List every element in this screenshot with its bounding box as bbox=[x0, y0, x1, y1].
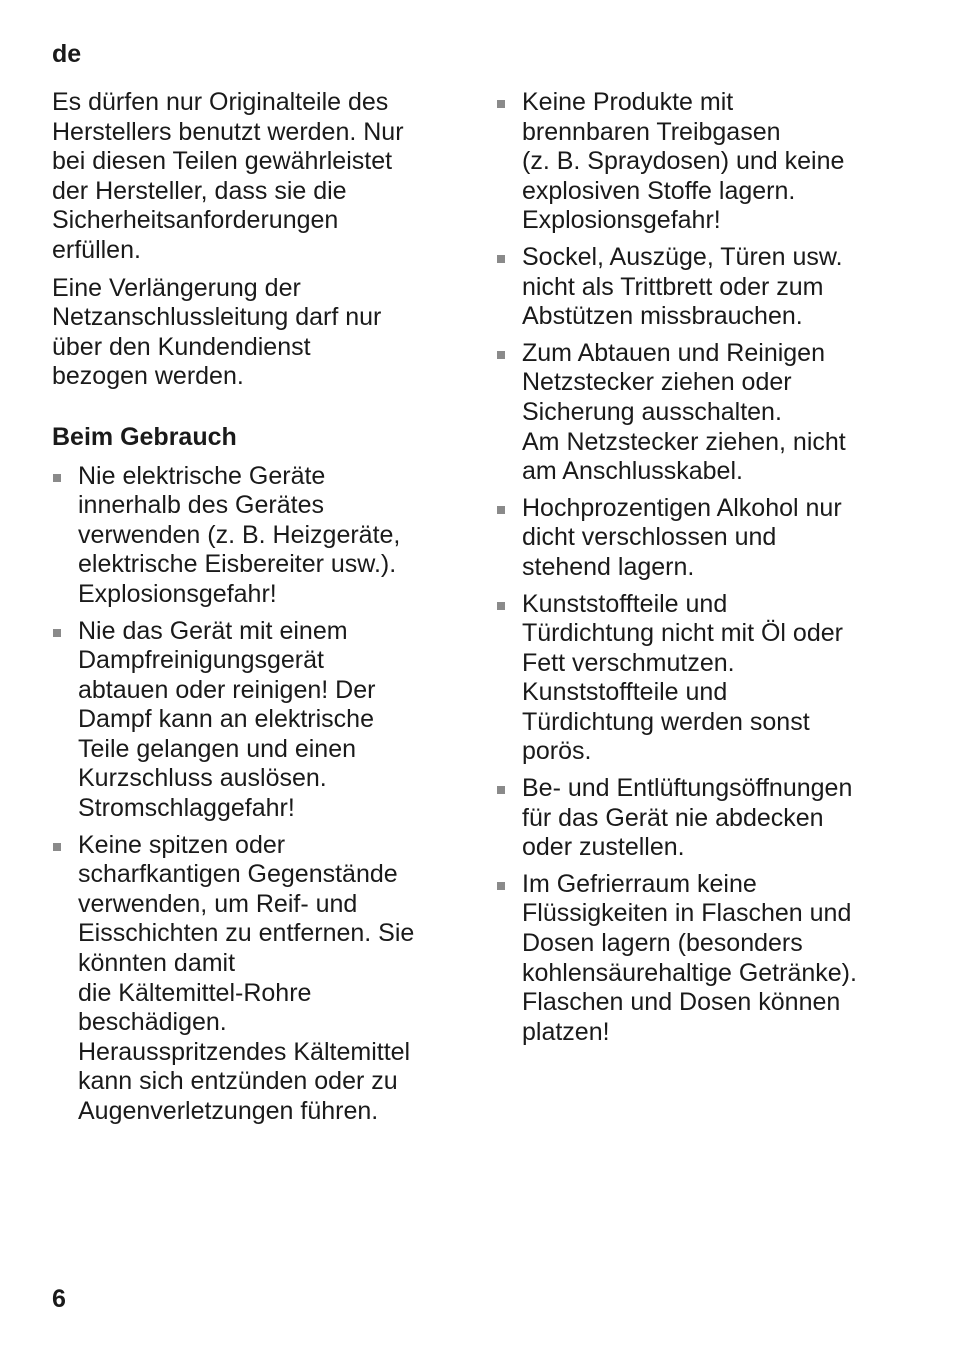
text-line: Dampfreinigungsgerät bbox=[78, 646, 324, 675]
text-line: Nie elektrische Geräte bbox=[78, 461, 326, 490]
text-line: verwenden (z. B. Heizgeräte, bbox=[78, 520, 401, 549]
text-line: stehend lagern. bbox=[522, 552, 695, 581]
square-bullet-icon bbox=[53, 629, 61, 637]
text-line: erfüllen. bbox=[52, 235, 141, 264]
text-line: Zum Abtauen und Reinigen bbox=[522, 338, 825, 367]
list-item bbox=[496, 774, 906, 863]
list-item bbox=[52, 462, 452, 610]
text-line: Es dürfen nur Originalteile des bbox=[52, 88, 389, 116]
left-column bbox=[52, 88, 452, 1134]
text-line: Teile gelangen und einen bbox=[78, 734, 357, 763]
square-bullet-icon bbox=[497, 100, 505, 108]
list-item bbox=[496, 870, 906, 1048]
text-line: kann sich entzünden oder zu bbox=[78, 1067, 398, 1096]
text-line: (z. B. Spraydosen) und keine bbox=[522, 147, 845, 176]
bullet-list-right bbox=[496, 88, 906, 1047]
text-line: platzen! bbox=[522, 1017, 610, 1046]
text-line: Netzanschlussleitung darf nur bbox=[52, 303, 382, 332]
text-line: Flaschen und Dosen können bbox=[522, 988, 841, 1017]
text-line: der Hersteller, dass sie die bbox=[52, 176, 347, 205]
text-line: brennbaren Treibgasen bbox=[522, 117, 781, 146]
text-line: scharfkantigen Gegenstände bbox=[78, 860, 398, 889]
text-line: Augenverletzungen führen. bbox=[78, 1097, 379, 1125]
text-line: über den Kundendienst bbox=[52, 332, 311, 361]
text-line: Flüssigkeiten in Flaschen und bbox=[522, 899, 852, 928]
list-item bbox=[496, 339, 906, 487]
page-number: 6 bbox=[52, 1285, 66, 1313]
text-line: Hochprozentigen Alkohol nur bbox=[522, 493, 842, 522]
text-line: Im Gefrierraum keine bbox=[522, 869, 757, 898]
text-line: porös. bbox=[522, 737, 592, 766]
text-line: Sockel, Auszüge, Türen usw. bbox=[522, 242, 843, 271]
text-line: elektrische Eisbereiter usw.). bbox=[78, 550, 397, 579]
square-bullet-icon bbox=[497, 506, 505, 514]
text-line: Eine Verlängerung der bbox=[52, 273, 301, 302]
text-line: beschädigen. bbox=[78, 1008, 227, 1037]
right-column bbox=[496, 88, 906, 1054]
text-line: oder zustellen. bbox=[522, 833, 685, 862]
square-bullet-icon bbox=[497, 602, 505, 610]
text-line: Abstützen missbrauchen. bbox=[522, 302, 803, 331]
text-line: Kurzschluss auslösen. bbox=[78, 764, 327, 793]
text-line: verwenden, um Reif- und bbox=[78, 889, 358, 918]
list-item bbox=[52, 831, 452, 1127]
text-line: am Anschlusskabel. bbox=[522, 457, 743, 486]
text-line: Türdichtung werden sonst bbox=[522, 707, 810, 736]
text-line: Nie das Gerät mit einem bbox=[78, 616, 348, 645]
text-line: Dampf kann an elektrische bbox=[78, 705, 374, 734]
text-line: nicht als Trittbrett oder zum bbox=[522, 272, 824, 301]
text-line: die Kältemittel-Rohre bbox=[78, 978, 312, 1007]
text-line: Sicherung ausschalten. bbox=[522, 397, 782, 426]
text-line: Herstellers benutzt werden. Nur bbox=[52, 117, 404, 146]
text-line: bezogen werden. bbox=[52, 362, 244, 391]
paragraph-original-parts bbox=[52, 88, 452, 266]
section-heading: Beim Gebrauch bbox=[52, 422, 237, 451]
text-line: abtauen oder reinigen! Der bbox=[78, 675, 376, 704]
text-line: dicht verschlossen und bbox=[522, 523, 777, 552]
text-line: Stromschlaggefahr! bbox=[78, 794, 295, 823]
list-item bbox=[496, 494, 906, 583]
text-line: Netzstecker ziehen oder bbox=[522, 368, 792, 397]
square-bullet-icon bbox=[497, 786, 505, 794]
square-bullet-icon bbox=[497, 255, 505, 263]
paragraph-cable-extension bbox=[52, 274, 452, 392]
text-line: bei diesen Teilen gewährleistet bbox=[52, 147, 393, 176]
text-line: Keine Produkte mit bbox=[522, 88, 734, 116]
text-line: Kunststoffteile und bbox=[522, 678, 728, 707]
bullet-list-left bbox=[52, 462, 452, 1127]
text-line: innerhalb des Gerätes bbox=[78, 491, 324, 520]
text-line: Am Netzstecker ziehen, nicht bbox=[522, 427, 846, 456]
text-line: für das Gerät nie abdecken bbox=[522, 803, 824, 832]
text-line: Türdichtung nicht mit Öl oder bbox=[522, 619, 843, 648]
text-line: Kunststoffteile und bbox=[522, 589, 728, 618]
text-line: Be- und Entlüftungsöffnungen bbox=[522, 774, 853, 803]
square-bullet-icon bbox=[53, 474, 61, 482]
text-line: Sicherheitsanforderungen bbox=[52, 206, 339, 235]
square-bullet-icon bbox=[497, 882, 505, 890]
list-item bbox=[496, 243, 906, 332]
text-line: Herausspritzendes Kältemittel bbox=[78, 1037, 411, 1066]
language-tag: de bbox=[52, 40, 82, 68]
square-bullet-icon bbox=[53, 843, 61, 851]
list-item bbox=[496, 590, 906, 768]
list-item bbox=[52, 617, 452, 824]
square-bullet-icon bbox=[497, 351, 505, 359]
text-line: Eisschichten zu entfernen. Sie bbox=[78, 919, 415, 948]
text-line: Explosionsgefahr! bbox=[78, 579, 277, 608]
text-line: explosiven Stoffe lagern. bbox=[522, 176, 796, 205]
text-line: könnten damit bbox=[78, 949, 236, 978]
list-item bbox=[496, 88, 906, 236]
text-line: Fett verschmutzen. bbox=[522, 648, 735, 677]
text-line: Dosen lagern (besonders bbox=[522, 929, 803, 958]
text-line: Explosionsgefahr! bbox=[522, 206, 721, 235]
text-line: Keine spitzen oder bbox=[78, 830, 286, 859]
text-line: kohlensäurehaltige Getränke). bbox=[522, 958, 857, 987]
